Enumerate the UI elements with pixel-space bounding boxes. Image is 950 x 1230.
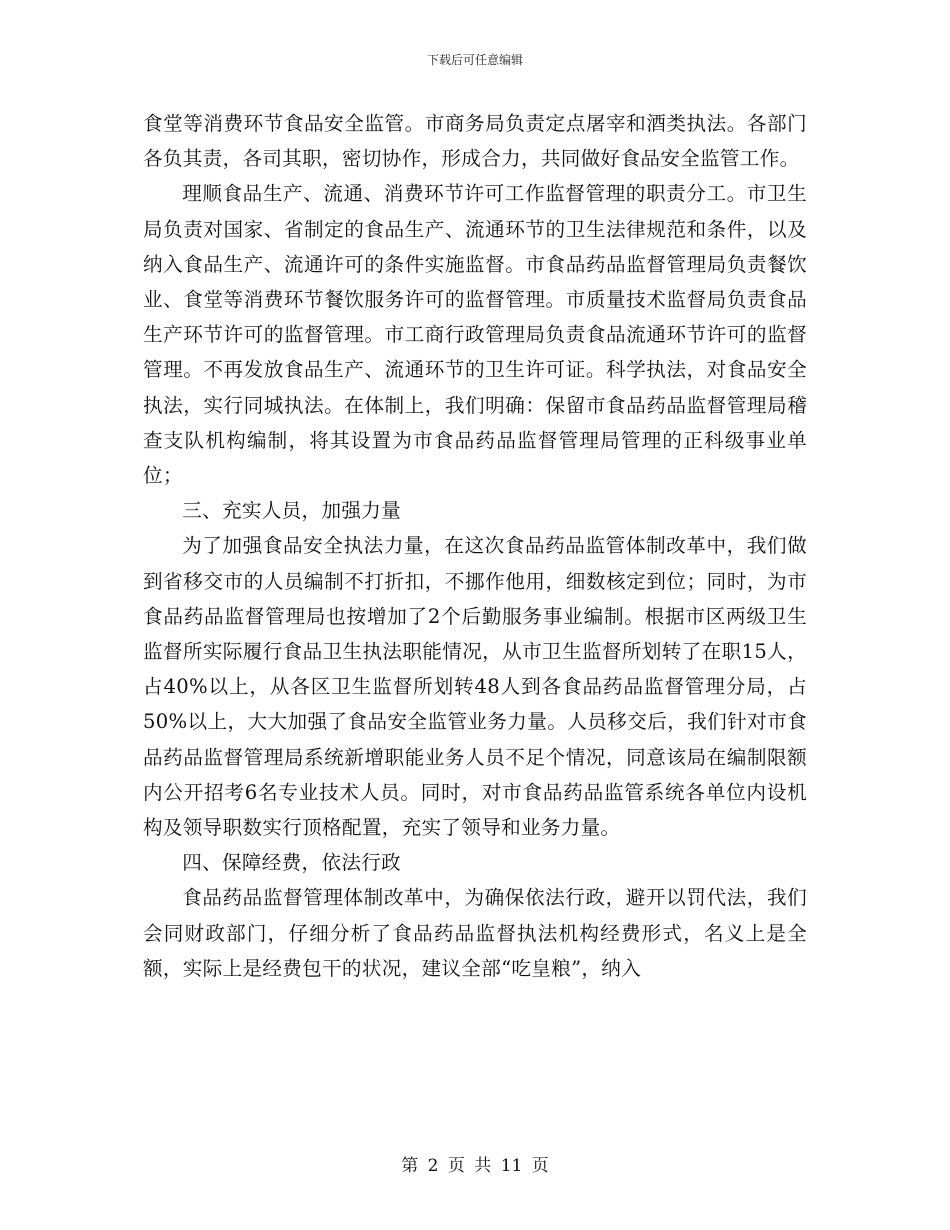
page-header-note: 下载后可任意编辑 (426, 53, 523, 67)
section-heading-4: 四、保障经费，依法行政 (182, 851, 402, 875)
paragraph-1: 食堂等消费环节食品安全监管。市商务局负责定点屠宰和酒类执法。各部门各负其责，各司其职，密切协作，形成合力，共同做好食品安全监管工作。 (143, 112, 807, 171)
page-number-footer: 第 2 页 共 11 页 (401, 1156, 549, 1176)
document-body (143, 106, 807, 986)
section-heading-3: 三、充实人员，加强力量 (182, 499, 402, 523)
paragraph-4: 为了加强食品安全执法力量，在这次食品药品监管体制改革中，我们做到省移交市的人员编制不打折扣，不挪作他用，细数核定到位；同时，为市食品药品监督管理局也按增加了2个后勤服务事业编制。根据市区两级卫生监督所实际履行食品卫生执法职能情况，从市卫生监督所划转了在职15人，占40%以上，从各区卫生监督所划转48人到各食品药品监督管理分局，占50%以上，大大加强了食品安全监管业务力量。人员移交后，我们针对市食品药品监督管理局系统新增职能业务人员不足个情况，同意该局在编制限额内公开招考6名专业技术人员。同时，对市食品药品监管系统各单位内设机构及领导职数实行顶格配置，充实了领导和业务力量。 (143, 534, 807, 840)
paragraph-6: 食品药品监督管理体制改革中，为确保依法行政，避开以罚代法，我们会同财政部门，仔细分析了食品药品监督执法机构经费形式，名义上是全额，实际上是经费包干的状况，建议全部“吃皇粮”，纳入 (143, 886, 807, 980)
paragraph-2: 理顺食品生产、流通、消费环节许可工作监督管理的职责分工。市卫生局负责对国家、省制定的食品生产、流通环节的卫生法律规范和条件，以及纳入食品生产、流通许可的条件实施监督。市食品药品监督管理局负责餐饮业、食堂等消费环节餐饮服务许可的监督管理。市质量技术监督局负责食品生产环节许可的监督管理。市工商行政管理局负责食品流通环节许可的监督管理。不再发放食品生产、流通环节的卫生许可证。科学执法，对食品安全执法，实行同城执法。在体制上，我们明确：保留市食品药品监督管理局稽查支队机构编制，将其设置为市食品药品监督管理局管理的正科级事业单位； (143, 182, 807, 488)
